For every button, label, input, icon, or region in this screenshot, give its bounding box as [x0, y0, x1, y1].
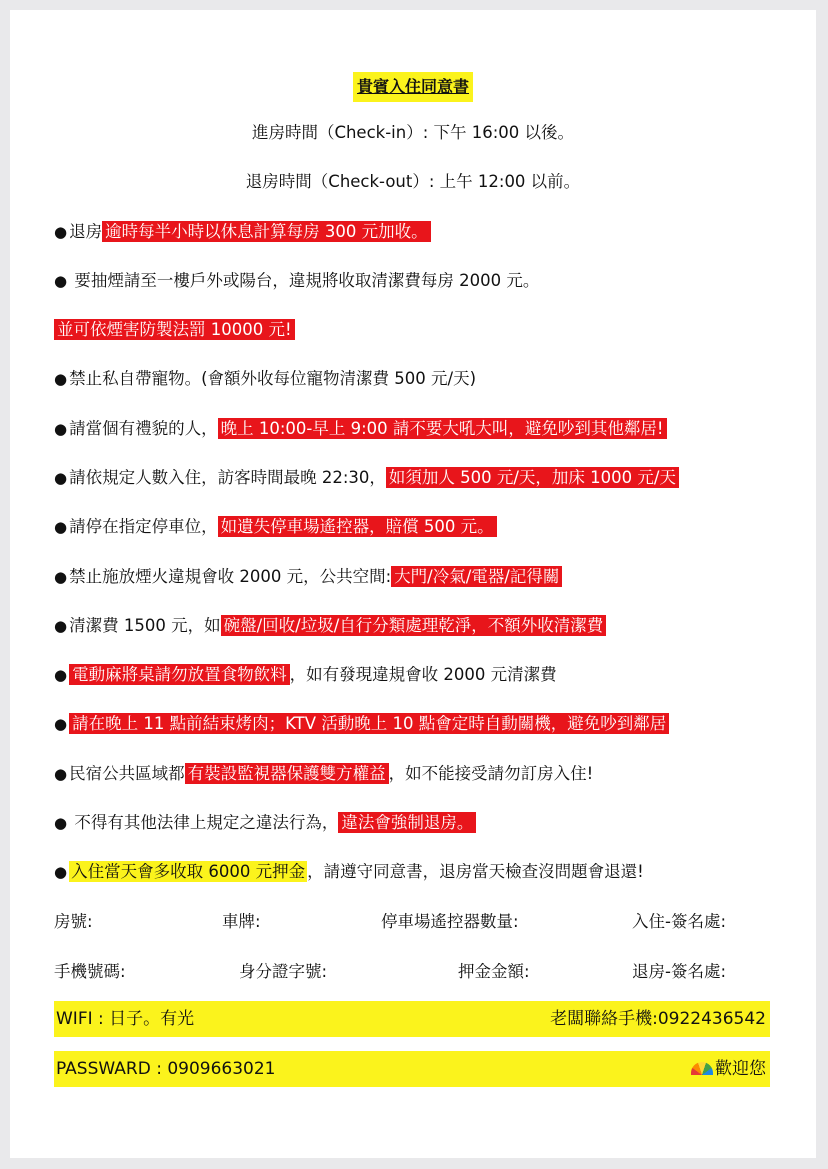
fields-row-1 [54, 908, 726, 934]
rainbow-icon [691, 1062, 713, 1075]
document-title: 貴賓入住同意書 [353, 72, 473, 102]
license-plate-field[interactable]: 車牌: [222, 912, 261, 931]
rule-text: 禁止私自帶寵物。(會額外收每位寵物清潔費 500 元/天) [69, 369, 477, 388]
rule-text: 不得有其他法律上規定之違法行為， [69, 813, 339, 832]
document-title-row [10, 72, 816, 102]
bullet-icon: ● [54, 370, 68, 388]
bullet-icon: ● [54, 666, 68, 684]
phone-number-field[interactable]: 手機號碼: [54, 962, 126, 981]
rule-item [54, 315, 295, 345]
bullet-icon: ● [54, 765, 68, 783]
rule-item [54, 364, 476, 394]
rule-item [54, 217, 431, 247]
checkin-signature-field[interactable]: 入住-簽名處: [631, 912, 726, 931]
bullet-icon: ● [54, 223, 68, 241]
welcome-text: 歡迎您 [715, 1059, 766, 1079]
deposit-amount-field[interactable]: 押金金額: [458, 962, 530, 981]
rule-text: 退房 [69, 222, 103, 241]
rule-text: ，如有發現違規會收 2000 元清潔費 [289, 665, 557, 684]
bullet-icon: ● [54, 518, 68, 536]
rule-item [54, 709, 669, 739]
rule-item [54, 266, 539, 296]
fields-row-2 [54, 958, 726, 984]
rule-item [54, 562, 562, 592]
bullet-icon: ● [54, 715, 68, 733]
wifi-name: WIFI : 日子。有光 [56, 1009, 195, 1029]
rule-item [54, 512, 497, 542]
welcome-message [691, 1051, 766, 1087]
rule-text: 禁止施放煙火違規會收 2000 元，公共空間: [69, 567, 392, 586]
rule-highlight: 違法會強制退房。 [338, 812, 476, 833]
id-number-field[interactable]: 身分證字號: [239, 962, 328, 981]
checkout-signature-field[interactable]: 退房-簽名處: [631, 962, 726, 981]
rule-highlight: 如遺失停車場遙控器，賠償 500 元。 [218, 516, 497, 537]
rule-text: ，如不能接受請勿訂房入住! [388, 764, 594, 783]
rule-highlight: 碗盤/回收/垃圾/自行分類處理乾淨，不額外收清潔費 [221, 615, 607, 636]
bullet-icon: ● [54, 863, 68, 881]
rule-highlight: 如須加人 500 元/天，加床 1000 元/天 [386, 467, 679, 488]
bullet-icon: ● [54, 617, 68, 635]
room-number-field[interactable]: 房號: [54, 912, 93, 931]
remote-count-field[interactable]: 停車場遙控器數量: [381, 912, 519, 931]
rule-text: 請當個有禮貌的人， [69, 419, 218, 438]
rule-item [54, 808, 476, 838]
rule-text: 請停在指定停車位， [69, 517, 218, 536]
rule-item [54, 414, 667, 444]
rule-text: 清潔費 1500 元，如 [69, 616, 221, 635]
bullet-icon: ● [54, 814, 68, 832]
checkin-time: 進房時間（Check-in）: 下午 16:00 以後。 [251, 123, 575, 142]
rule-highlight: 並可依煙害防製法罰 10000 元! [54, 319, 295, 340]
rule-item [54, 463, 679, 493]
checkout-time: 退房時間（Check-out）: 上午 12:00 以前。 [245, 172, 581, 191]
document-page [10, 10, 816, 1158]
rule-item [54, 759, 593, 789]
bullet-icon: ● [54, 469, 68, 487]
bullet-icon: ● [54, 420, 68, 438]
password-band [54, 1051, 770, 1087]
rule-text: 民宿公共區域都 [69, 764, 185, 783]
rule-highlight: 入住當天會多收取 6000 元押金 [71, 862, 306, 881]
rule-highlight: 有裝設監視器保護雙方權益 [185, 763, 389, 784]
rule-item [54, 857, 644, 887]
bullet-icon: ● [54, 568, 68, 586]
rule-text: 請依規定人數入住，訪客時間最晚 22:30， [69, 468, 386, 487]
rule-text: ，請遵守同意書，退房當天檢查沒問題會退還! [307, 862, 644, 881]
rule-item [54, 611, 606, 641]
owner-phone: 老闆聯絡手機:0922436542 [550, 1009, 766, 1029]
rule-highlight: 請在晚上 11 點前結束烤肉；KTV 活動晚上 10 點會定時自動關機，避免吵到鄰居 [69, 713, 669, 734]
rule-highlight: 大門/冷氣/電器/記得關 [391, 566, 562, 587]
rule-highlight: 電動麻將桌請勿放置食物飲料 [69, 664, 290, 685]
rule-text: 要抽煙請至一樓戶外或陽台，違規將收取清潔費每房 2000 元。 [69, 271, 540, 290]
bullet-icon: ● [54, 272, 68, 290]
wifi-password: PASSWARD : 0909663021 [56, 1059, 276, 1079]
rule-highlight: 逾時每半小時以休息計算每房 300 元加收。 [102, 221, 430, 242]
rule-item [54, 660, 557, 690]
wifi-band [54, 1001, 770, 1037]
rule-highlight: 晚上 10:00-早上 9:00 請不要大吼大叫，避免吵到其他鄰居! [218, 418, 667, 439]
